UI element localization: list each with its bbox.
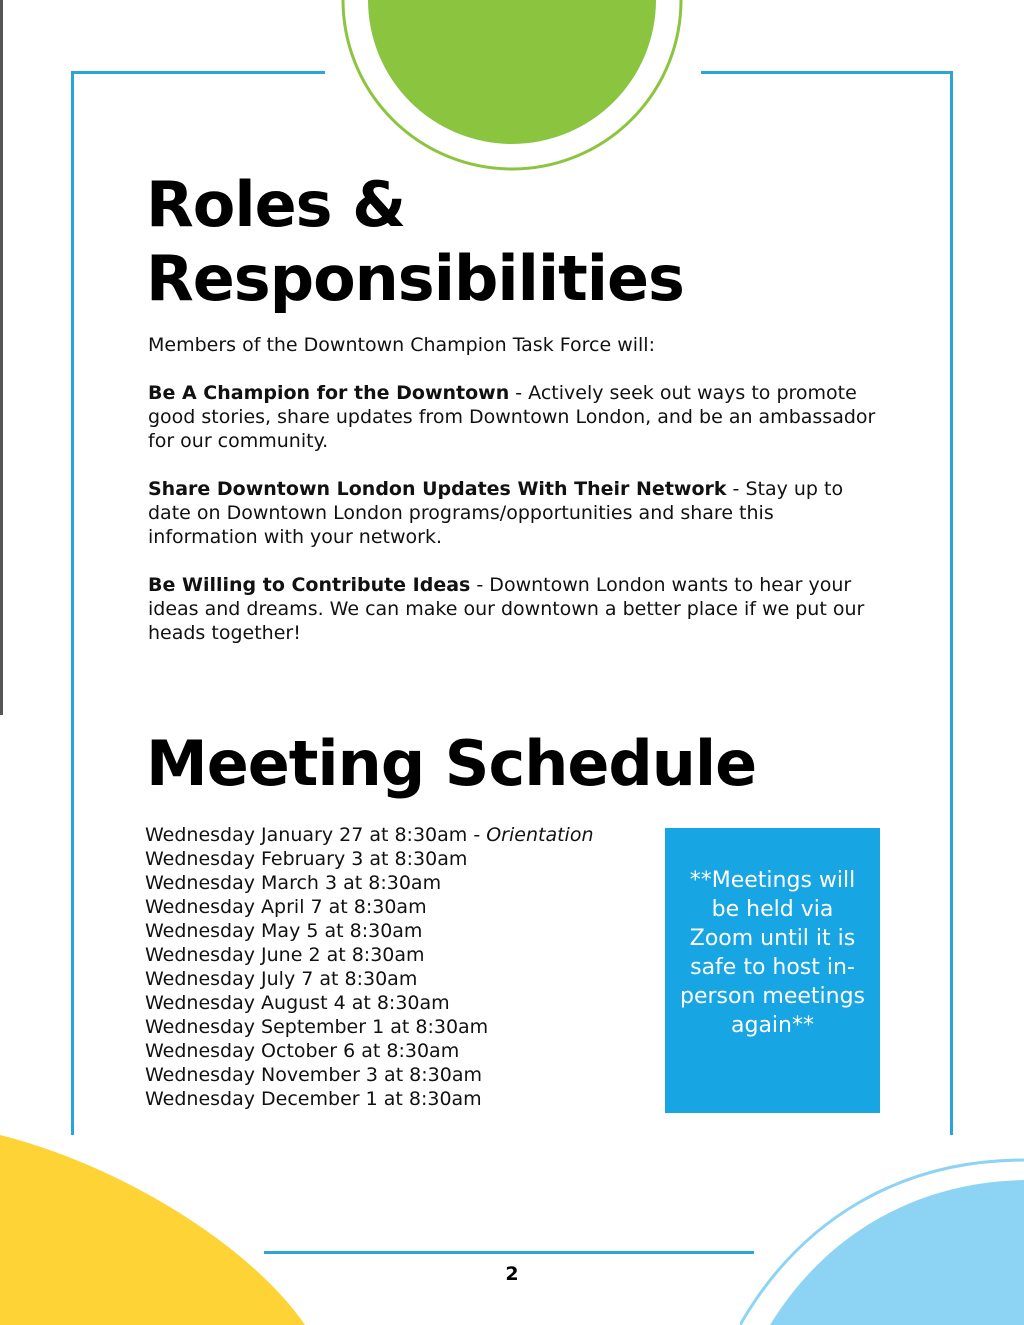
roles-heading [146, 168, 684, 316]
role-item-contribute-ideas [148, 573, 888, 645]
frame-top-left [71, 71, 325, 74]
frame-left [71, 71, 74, 1135]
meeting-date-item: Wednesday March 3 at 8:30am [145, 872, 442, 894]
role-item-text: - Downtown London wants to hear your ideas and dreams. We can make our downtown a better place if we put our heads together! [148, 574, 865, 644]
frame-right [950, 71, 953, 1135]
meeting-date-item: Wednesday May 5 at 8:30am [145, 920, 423, 942]
meeting-date-list [145, 823, 593, 1111]
meeting-date-item: Wednesday October 6 at 8:30am [145, 1040, 460, 1062]
meeting-date-item: Wednesday February 3 at 8:30am [145, 848, 468, 870]
meeting-schedule-heading: Meeting Schedule [146, 727, 757, 800]
roles-heading-line2: Responsibilities [146, 242, 684, 315]
meeting-date-item [145, 823, 593, 847]
role-item-text: - Stay up to date on Downtown London programs/opportunities and share this information with your network. [148, 478, 844, 548]
meeting-date-text: Wednesday January 27 at 8:30am - [145, 824, 487, 846]
meeting-date-item: Wednesday April 7 at 8:30am [145, 896, 427, 918]
role-item-share-updates [148, 477, 888, 549]
meeting-date-item: Wednesday July 7 at 8:30am [145, 968, 418, 990]
zoom-notice-box [665, 828, 880, 1113]
meeting-date-item: Wednesday August 4 at 8:30am [145, 992, 450, 1014]
role-item-title: Share Downtown London Updates With Their Network [148, 478, 727, 500]
role-item-text: - Actively seek out ways to promote good stories, share updates from Downtown London, and be an ambassador for our community. [148, 382, 876, 452]
role-item-title: Be Willing to Contribute Ideas [148, 574, 471, 596]
bottom-blue-circle [740, 1150, 1024, 1325]
zoom-notice-text: **Meetings will be held via Zoom until it is safe to host in-person meetings again** [679, 868, 865, 1038]
role-item-champion [148, 381, 888, 453]
green-fill-semicircle [368, 0, 656, 144]
footer-rule [264, 1251, 754, 1254]
meeting-date-item: Wednesday December 1 at 8:30am [145, 1088, 482, 1110]
meeting-date-item: Wednesday September 1 at 8:30am [145, 1016, 489, 1038]
meeting-date-item: Wednesday June 2 at 8:30am [145, 944, 425, 966]
roles-heading-line1: Roles & [146, 168, 406, 241]
frame-top-right [701, 71, 953, 74]
yellow-arc-shape [0, 1135, 305, 1325]
page-number: 2 [505, 1263, 519, 1285]
role-item-title: Be A Champion for the Downtown [148, 382, 510, 404]
meeting-date-item: Wednesday November 3 at 8:30am [145, 1064, 482, 1086]
orientation-note: Orientation [486, 824, 594, 846]
blue-fill-shape [770, 1180, 1024, 1325]
roles-intro: Members of the Downtown Champion Task Force will: [148, 334, 655, 356]
bottom-yellow-arc [0, 1125, 320, 1325]
